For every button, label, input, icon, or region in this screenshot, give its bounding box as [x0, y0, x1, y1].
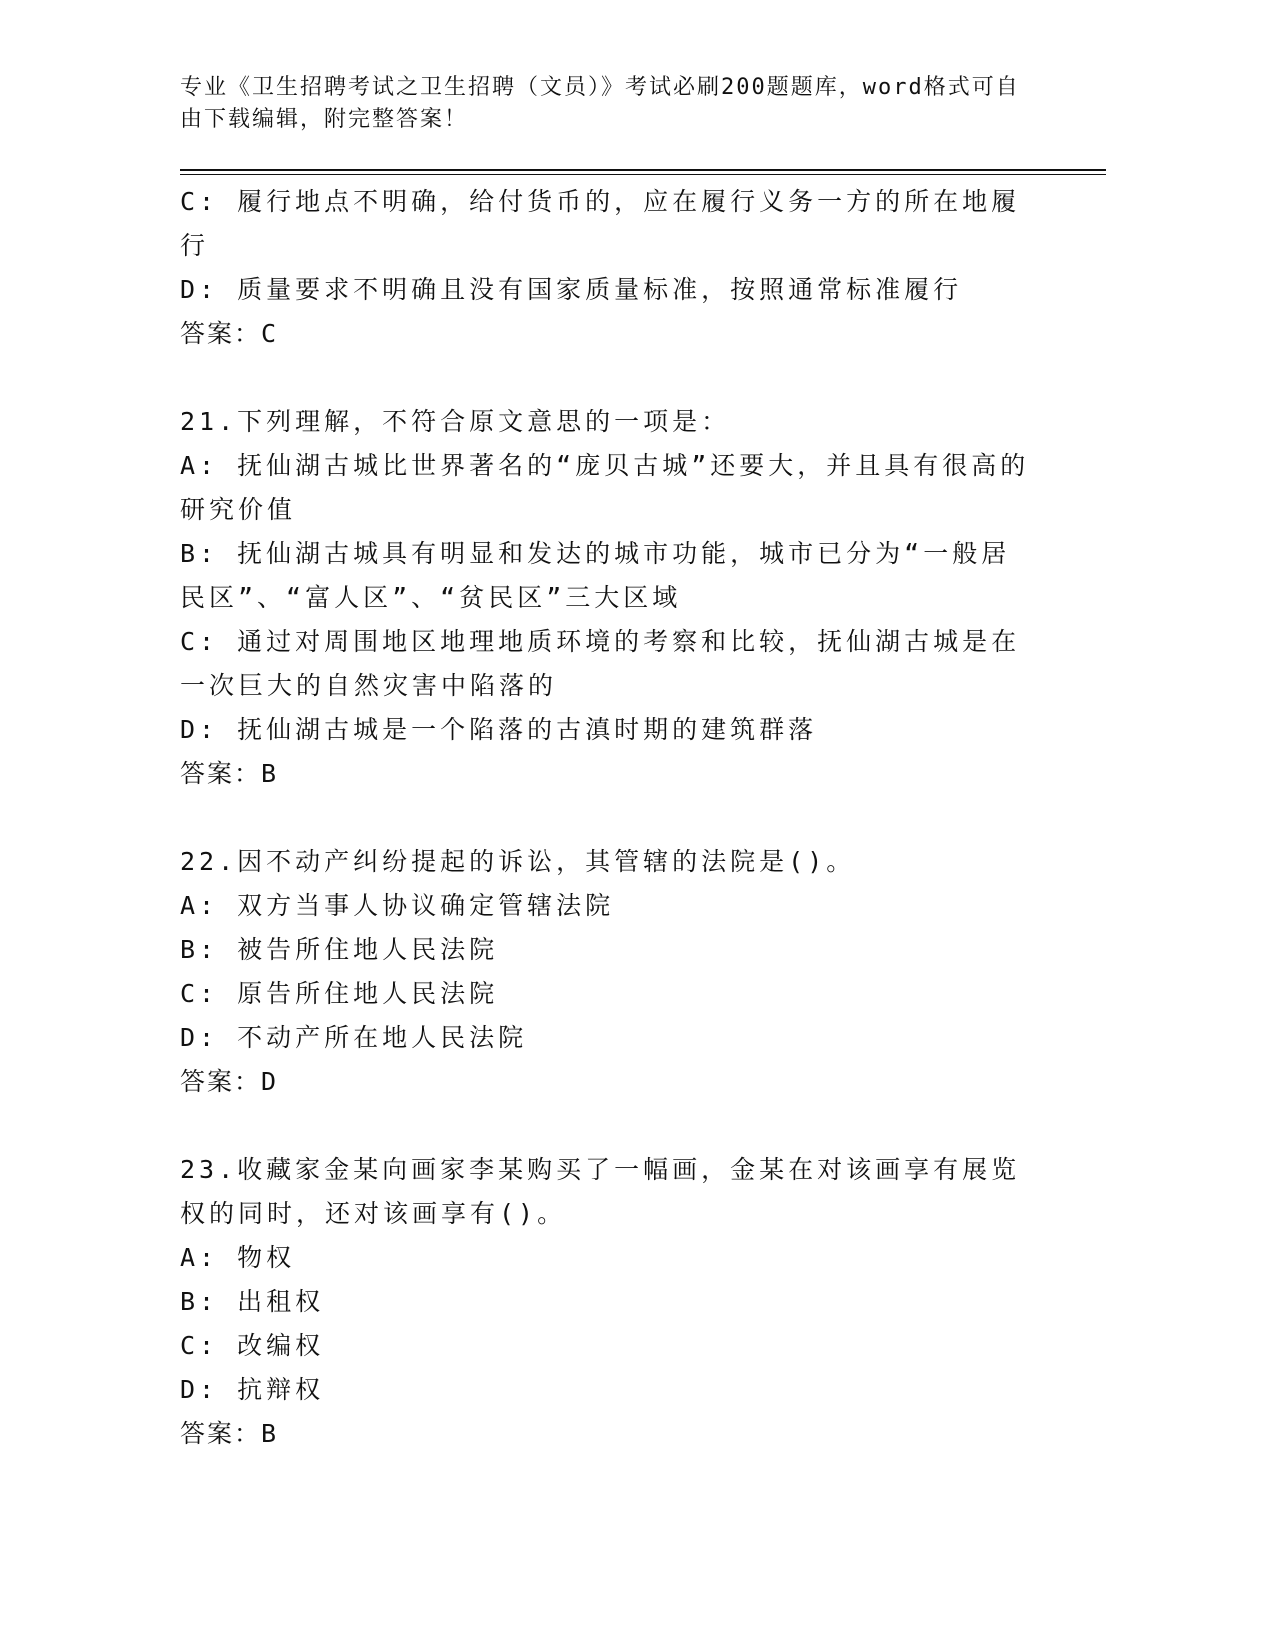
- document-header: [180, 72, 1040, 136]
- question-stem: 21.下列理解，不符合原文意思的一项是：: [180, 407, 731, 436]
- option-d: D: 质量要求不明确且没有国家质量标准，按照通常标准履行: [180, 275, 963, 304]
- answer: 答案：C: [180, 319, 279, 348]
- spacer: [180, 356, 1030, 400]
- answer: 答案：B: [180, 1419, 279, 1448]
- option-a: A: 双方当事人协议确定管辖法院: [180, 891, 615, 920]
- option-d: D: 抚仙湖古城是一个陷落的古滇时期的建筑群落: [180, 715, 818, 744]
- option-c: C: 原告所住地人民法院: [180, 979, 499, 1008]
- option-a: A: 物权: [180, 1243, 296, 1272]
- document-body: [180, 180, 1030, 1456]
- option-c: C: 履行地点不明确，给付货币的，应在履行义务一方的所在地履行: [180, 187, 1021, 260]
- question-stem: 22.因不动产纠纷提起的诉讼，其管辖的法院是()。: [180, 847, 856, 876]
- question-22: [180, 840, 1030, 1104]
- question-stem: 23.收藏家金某向画家李某购买了一幅画，金某在对该画享有展览权的同时，还对该画享有()。: [180, 1155, 1021, 1228]
- option-c: C: 通过对周围地区地理地质环境的考察和比较，抚仙湖古城是在一次巨大的自然灾害中陷落的: [180, 627, 1021, 700]
- option-a: A: 抚仙湖古城比世界著名的“庞贝古城”还要大，并且具有很高的研究价值: [180, 451, 1030, 524]
- header-divider-thin: [180, 174, 1106, 175]
- option-b: B: 出租权: [180, 1287, 325, 1316]
- header-title: 专业《卫生招聘考试之卫生招聘（文员）》考试必刷200题题库，word格式可自由下载编辑，附完整答案！: [180, 75, 1020, 132]
- question-23: [180, 1148, 1030, 1456]
- continued-question: [180, 180, 1030, 356]
- spacer: [180, 796, 1030, 840]
- option-b: B: 被告所住地人民法院: [180, 935, 499, 964]
- question-21: [180, 400, 1030, 796]
- spacer: [180, 1104, 1030, 1148]
- option-d: D: 不动产所在地人民法院: [180, 1023, 528, 1052]
- answer: 答案：B: [180, 759, 279, 788]
- answer: 答案：D: [180, 1067, 279, 1096]
- option-c: C: 改编权: [180, 1331, 325, 1360]
- option-d: D: 抗辩权: [180, 1375, 325, 1404]
- option-b: B: 抚仙湖古城具有明显和发达的城市功能，城市已分为“一般居民区”、“富人区”、“贫民区”三大区域: [180, 539, 1011, 612]
- header-divider: [180, 169, 1106, 171]
